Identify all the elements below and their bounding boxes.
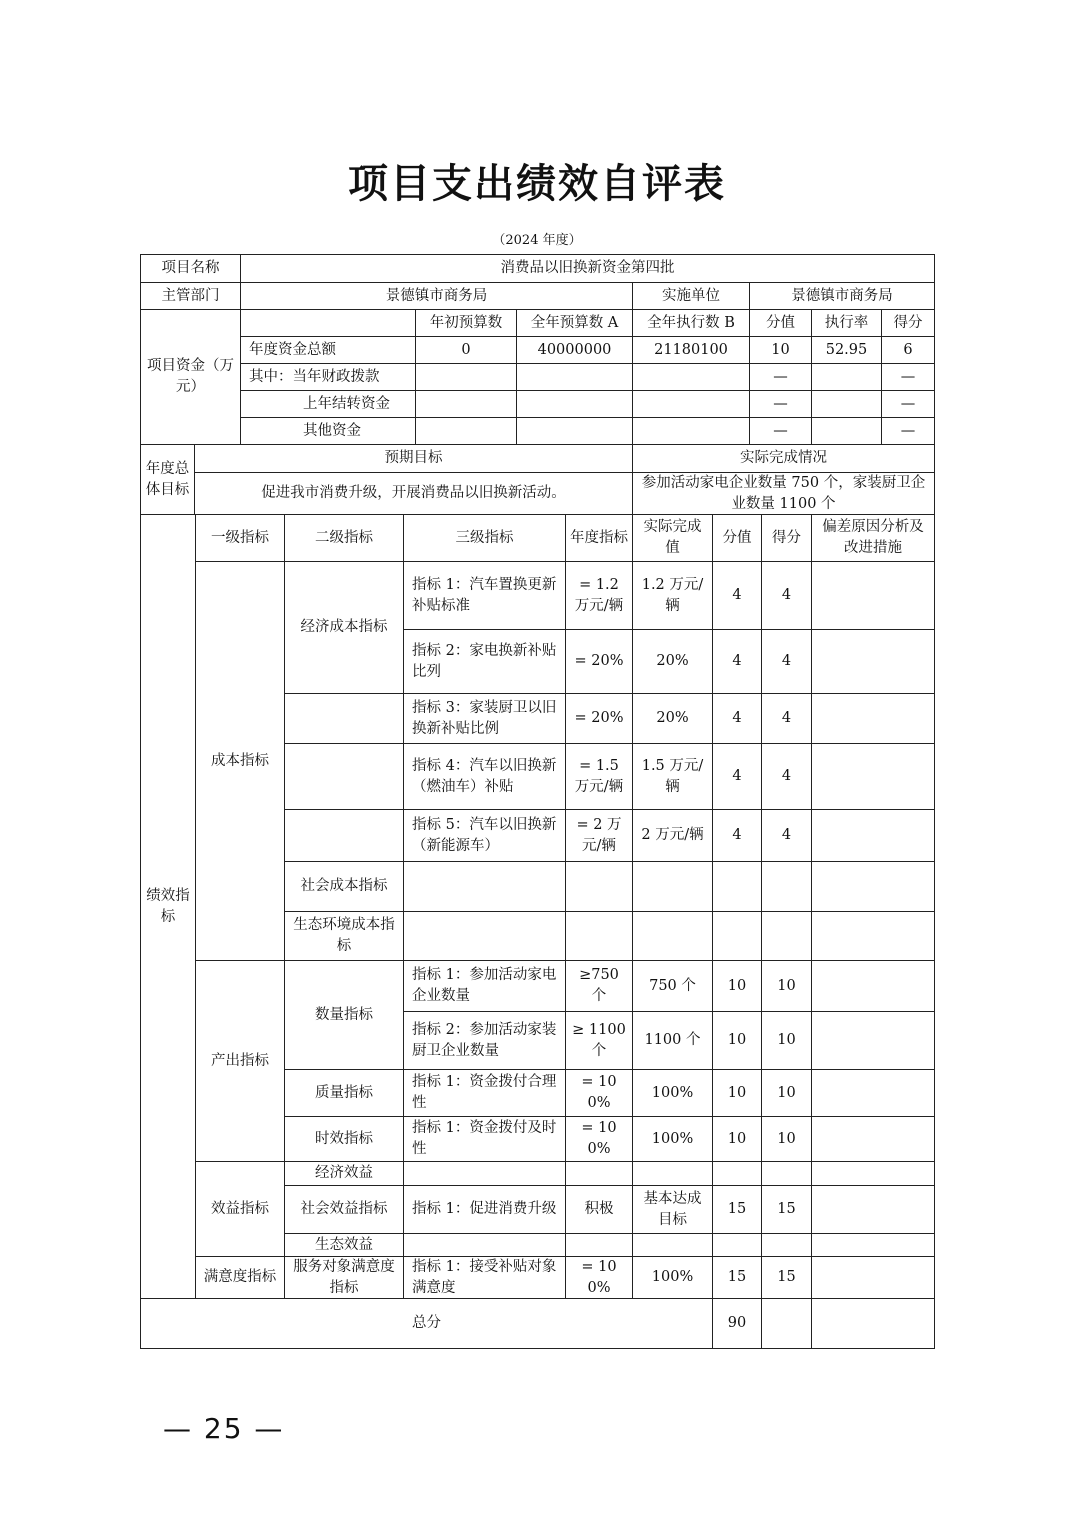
- goals-expected-label: [194, 444, 633, 473]
- level2-indicator: [284, 1233, 404, 1257]
- impl-value-text: 景德镇市商务局: [791, 287, 893, 304]
- indicator-cell: [403, 960, 566, 1012]
- indicator-cell: [565, 629, 633, 694]
- funds-cell: [881, 336, 935, 364]
- funds-cell-text: 上年结转资金: [303, 395, 390, 412]
- funds-cell-text: 40000000: [537, 341, 612, 358]
- level1-indicator-text: 产出指标: [211, 1052, 269, 1069]
- indicator-cell-text: 15: [777, 1201, 796, 1217]
- indicator-cell: [565, 1161, 633, 1186]
- goals-actual-label-text: 实际完成情况: [740, 450, 827, 466]
- indicator-cell: [761, 960, 812, 1012]
- goals-expected-value-text: 促进我市消费升级，开展消费品以旧换新活动。: [261, 485, 566, 501]
- indicator-cell-text: 指标 1：资金拨付合理性: [412, 1074, 557, 1111]
- level2-indicator-text: 数量指标: [315, 1006, 373, 1023]
- indicators-header: [712, 514, 762, 562]
- dept-label-text: 主管部门: [161, 287, 220, 304]
- indicator-cell: [712, 911, 762, 961]
- indicator-cell-text: 20%: [656, 653, 689, 669]
- funds-cell-text: —: [773, 422, 788, 439]
- indicator-cell-text: 15: [727, 1269, 747, 1285]
- indicator-cell: [403, 911, 566, 961]
- level1-indicator-text: 成本指标: [211, 752, 269, 769]
- indicators-header-text: 一级指标: [211, 529, 269, 546]
- indicator-cell: [811, 1185, 935, 1234]
- indicator-cell-text: 20%: [656, 710, 689, 726]
- total-blank: [811, 1298, 935, 1349]
- indicator-cell: [761, 1185, 812, 1234]
- indicator-cell: [712, 1069, 762, 1117]
- indicator-cell-text: 4: [781, 587, 792, 603]
- indicator-cell: [712, 960, 762, 1012]
- indicator-cell: [565, 1116, 633, 1162]
- funds-cell: [749, 336, 812, 364]
- indicator-cell: [761, 1116, 812, 1162]
- funds-cell-text: —: [900, 422, 916, 439]
- level2-indicator: [284, 809, 404, 862]
- level2-indicator-text: 服务对象满意度指标: [293, 1258, 395, 1296]
- indicator-cell: [632, 693, 713, 744]
- funds-cell-text: 6: [903, 341, 913, 358]
- indicator-cell: [632, 629, 713, 694]
- funds-header: [415, 309, 517, 337]
- funds-cell: [811, 336, 882, 364]
- level1-indicator: [195, 561, 285, 961]
- funds-cell-text: 其他资金: [303, 422, 361, 439]
- level2-indicator-text: 经济效益: [315, 1165, 373, 1181]
- year-label: （2024 年度）: [492, 233, 582, 248]
- indicator-cell: [761, 1069, 812, 1117]
- project-name-value-text: 消费品以旧换新资金第四批: [500, 260, 675, 276]
- indicator-cell: [712, 1256, 762, 1299]
- funds-cell: [632, 363, 750, 391]
- dept-label: [140, 282, 241, 310]
- funds-cell: [632, 336, 750, 364]
- funds-cell-text: 其中：当年财政拨款: [249, 368, 380, 385]
- indicator-cell: [565, 809, 633, 862]
- level2-indicator-text: 生态环境成本指标: [293, 917, 395, 954]
- level2-indicator: [284, 861, 404, 912]
- indicator-cell-text: 指标 3：家装厨卫以旧换新补贴比例: [412, 699, 557, 737]
- indicators-header-text: 三级指标: [455, 529, 514, 546]
- funds-header: [632, 309, 750, 337]
- indicator-cell-text: 10: [727, 1084, 747, 1101]
- indicator-cell-text: = 100%: [581, 1120, 617, 1157]
- funds-cell: [749, 363, 812, 391]
- indicator-cell: [761, 1161, 812, 1186]
- indicator-cell: [712, 861, 762, 912]
- funds-cell-text: 52.95: [825, 341, 868, 358]
- funds-cell: [516, 390, 633, 418]
- indicator-cell: [632, 1185, 713, 1234]
- level2-indicator-text: 质量指标: [315, 1084, 373, 1101]
- indicator-cell: [403, 1185, 566, 1234]
- level2-indicator: [284, 1256, 404, 1299]
- indicator-cell: [811, 1069, 935, 1117]
- indicator-cell-text: 4: [732, 768, 742, 784]
- indicator-cell-text: 100%: [651, 1269, 694, 1285]
- indicators-header: [403, 514, 566, 562]
- indicator-cell: [632, 1233, 713, 1257]
- page-title: 项目支出绩效自评表: [348, 160, 726, 207]
- project-name-label: [140, 254, 241, 283]
- indicator-cell: [712, 809, 762, 862]
- indicator-cell: [632, 1069, 713, 1117]
- funds-header: [240, 309, 416, 337]
- indicator-cell: [811, 1233, 935, 1257]
- indicator-cell-text: 基本达成目标: [643, 1190, 702, 1228]
- level2-indicator: [284, 561, 404, 694]
- indicator-cell: [632, 911, 713, 961]
- indicator-cell-text: 10: [777, 1130, 796, 1147]
- funds-header-text: 年初预算数: [429, 314, 503, 331]
- indicator-cell: [403, 561, 566, 630]
- indicator-cell: [403, 809, 566, 862]
- indicator-cell: [712, 1011, 762, 1070]
- funds-header-text: 分值: [766, 314, 795, 331]
- impl-value: [749, 282, 935, 310]
- level2-indicator: [284, 1069, 404, 1117]
- goals-label: [140, 444, 195, 515]
- indicator-cell: [761, 1233, 812, 1257]
- funds-header-text: 全年预算数 A: [530, 314, 619, 331]
- indicators-header: [195, 514, 285, 562]
- indicators-header: [811, 514, 935, 562]
- indicator-cell: [811, 1256, 935, 1299]
- indicator-cell: [811, 629, 935, 694]
- level2-indicator: [284, 693, 404, 744]
- indicators-label-text: 绩效指标: [146, 887, 190, 925]
- indicator-cell: [632, 861, 713, 912]
- indicator-cell: [565, 1011, 633, 1070]
- indicator-cell-text: 100%: [651, 1130, 694, 1147]
- indicator-cell-text: 1.5 万元/辆: [641, 757, 704, 795]
- indicator-cell: [403, 861, 566, 912]
- funds-cell: [240, 363, 416, 391]
- indicator-cell-text: 10: [777, 1032, 796, 1048]
- funds-label: [140, 309, 241, 445]
- funds-cell-text: —: [773, 395, 788, 412]
- indicator-cell-text: = 20%: [574, 710, 624, 726]
- indicator-cell: [632, 960, 713, 1012]
- funds-header: [881, 309, 935, 337]
- indicator-cell-text: 4: [732, 587, 742, 603]
- level2-indicator: [284, 960, 404, 1070]
- funds-cell: [415, 336, 517, 364]
- funds-cell: [516, 363, 633, 391]
- indicator-cell-text: 1.2 万元/辆: [641, 576, 704, 614]
- indicator-cell: [811, 693, 935, 744]
- level1-indicator: [195, 1161, 285, 1257]
- indicator-cell-text: ≥ 1100 个: [572, 1021, 626, 1059]
- indicator-cell-text: 指标 1：接受补贴对象满意度: [412, 1258, 557, 1296]
- indicator-cell: [403, 1256, 566, 1299]
- indicator-cell: [403, 1011, 566, 1070]
- indicator-cell: [761, 693, 812, 744]
- funds-cell: [415, 417, 517, 445]
- indicator-cell-text: 2 万元/辆: [641, 827, 704, 843]
- goals-actual-value-text: 参加活动家电企业数量 750 个，家装厨卫企业数量 1100 个: [641, 474, 926, 512]
- funds-cell: [516, 336, 633, 364]
- indicator-cell-text: = 20%: [574, 653, 624, 669]
- impl-label: [632, 282, 750, 310]
- indicator-cell: [403, 1069, 566, 1117]
- funds-cell-text: —: [773, 368, 788, 385]
- indicator-cell: [761, 561, 812, 630]
- indicator-cell: [403, 1161, 566, 1186]
- funds-cell: [632, 390, 750, 418]
- indicator-cell: [632, 1256, 713, 1299]
- indicator-cell: [811, 743, 935, 810]
- indicator-cell: [565, 743, 633, 810]
- indicators-header: [565, 514, 633, 562]
- indicator-cell-text: 4: [732, 827, 742, 843]
- indicator-cell-text: 指标 1：资金拨付及时性: [412, 1120, 557, 1157]
- indicator-cell-text: 10: [727, 1032, 747, 1048]
- indicator-cell-text: 指标 1：汽车置换更新补贴标准: [412, 576, 557, 614]
- funds-cell-text: 10: [771, 341, 790, 358]
- indicator-cell-text: 4: [732, 710, 742, 726]
- indicators-header: [284, 514, 404, 562]
- funds-header: [811, 309, 882, 337]
- indicator-cell-text: 4: [781, 768, 792, 784]
- goals-label-text: 年度总体目标: [145, 460, 190, 498]
- indicator-cell: [565, 960, 633, 1012]
- indicator-cell-text: = 2 万元/辆: [576, 816, 622, 854]
- indicator-cell-text: 指标 2：参加活动家装厨卫企业数量: [412, 1021, 557, 1059]
- indicator-cell-text: 15: [777, 1269, 796, 1285]
- indicator-cell: [712, 1233, 762, 1257]
- indicator-cell: [811, 1161, 935, 1186]
- funds-cell: [811, 390, 882, 418]
- funds-header-text: 全年执行数 B: [647, 314, 735, 331]
- indicator-cell-text: 指标 2：家电换新补贴比列: [412, 642, 557, 680]
- goals-expected-label-text: 预期目标: [384, 450, 443, 466]
- indicator-cell: [403, 693, 566, 744]
- page-number: — 25 —: [163, 1412, 285, 1445]
- indicator-cell-text: 积极: [584, 1201, 614, 1217]
- indicator-cell: [632, 743, 713, 810]
- indicator-cell-text: 1100 个: [644, 1032, 701, 1048]
- indicator-cell: [811, 960, 935, 1012]
- dept-value: [240, 282, 633, 310]
- dept-value-text: 景德镇市商务局: [385, 287, 488, 304]
- indicator-cell-text: 10: [727, 1130, 747, 1147]
- funds-cell: [749, 390, 812, 418]
- project-name-label-text: 项目名称: [161, 260, 220, 276]
- indicators-label: [140, 514, 196, 1299]
- indicator-cell-text: 4: [781, 653, 792, 669]
- indicator-cell: [565, 911, 633, 961]
- indicator-cell: [565, 561, 633, 630]
- funds-cell: [811, 417, 882, 445]
- indicator-cell-text: 10: [777, 977, 796, 994]
- level2-indicator: [284, 1185, 404, 1234]
- indicator-cell-text: = 100%: [581, 1074, 617, 1111]
- indicator-cell-text: 750 个: [649, 977, 696, 994]
- goals-expected-value: [194, 472, 633, 515]
- total-label: [140, 1298, 713, 1349]
- indicator-cell-text: 10: [727, 977, 747, 994]
- funds-header: [516, 309, 633, 337]
- level1-indicator-text: 满意度指标: [203, 1269, 277, 1285]
- level2-indicator: [284, 911, 404, 961]
- indicator-cell: [632, 809, 713, 862]
- indicator-cell-text: 指标 1：促进消费升级: [412, 1201, 557, 1217]
- goals-actual-label: [632, 444, 935, 473]
- indicator-cell: [811, 1011, 935, 1070]
- indicator-cell: [632, 1011, 713, 1070]
- level2-indicator-text: 社会效益指标: [300, 1201, 388, 1217]
- funds-cell-text: 0: [461, 341, 471, 358]
- level2-indicator-text: 生态效益: [315, 1236, 373, 1253]
- indicator-cell-text: 指标 4：汽车以旧换新（燃油车）补贴: [412, 757, 557, 795]
- indicator-cell: [761, 911, 812, 961]
- indicator-cell-text: 15: [727, 1201, 747, 1217]
- funds-cell: [415, 363, 517, 391]
- level1-indicator: [195, 960, 285, 1162]
- funds-cell-text: 年度资金总额: [249, 341, 336, 358]
- indicator-cell: [403, 629, 566, 694]
- indicator-cell: [712, 743, 762, 810]
- indicator-cell: [811, 561, 935, 630]
- indicator-cell: [712, 561, 762, 630]
- indicator-cell-text: 4: [781, 710, 792, 726]
- indicator-cell: [712, 629, 762, 694]
- indicator-cell-text: 指标 1：参加活动家电企业数量: [412, 967, 557, 1004]
- indicator-cell-text: ≥750 个: [579, 967, 619, 1004]
- funds-cell: [516, 417, 633, 445]
- indicators-header-text: 偏差原因分析及改进措施: [822, 519, 924, 556]
- indicator-cell: [811, 911, 935, 961]
- indicator-cell: [712, 1116, 762, 1162]
- funds-cell: [811, 363, 882, 391]
- indicator-cell: [811, 861, 935, 912]
- indicator-cell: [403, 1233, 566, 1257]
- indicator-cell-text: = 1.5 万元/辆: [574, 757, 624, 795]
- indicators-header-text: 实际完成值: [643, 519, 702, 556]
- indicator-cell: [761, 861, 812, 912]
- indicator-cell-text: 10: [777, 1084, 796, 1101]
- total-score: [712, 1298, 762, 1349]
- funds-cell-text: 21180100: [654, 341, 728, 358]
- indicators-header-text: 分值: [722, 529, 752, 546]
- level1-indicator: [195, 1256, 285, 1299]
- indicator-cell-text: 指标 5：汽车以旧换新（新能源车）: [412, 816, 557, 854]
- indicators-header-text: 得分: [772, 529, 801, 546]
- indicator-cell: [712, 1161, 762, 1186]
- impl-label-text: 实施单位: [662, 287, 720, 304]
- funds-cell: [881, 417, 935, 445]
- funds-cell: [632, 417, 750, 445]
- level2-indicator-text: 社会成本指标: [300, 878, 388, 894]
- funds-cell-text: —: [900, 368, 916, 385]
- indicator-cell: [565, 1233, 633, 1257]
- funds-cell: [749, 417, 812, 445]
- level2-indicator: [284, 1116, 404, 1162]
- indicator-cell: [712, 1185, 762, 1234]
- funds-header-text: 执行率: [824, 314, 869, 331]
- total-score-text: 90: [727, 1315, 747, 1331]
- indicators-header-text: 年度指标: [570, 529, 628, 546]
- indicators-header: [632, 514, 713, 562]
- indicator-cell-text: 4: [781, 827, 792, 843]
- goals-actual-value: [632, 472, 935, 515]
- level1-indicator-text: 效益指标: [211, 1200, 269, 1217]
- indicator-cell: [761, 809, 812, 862]
- funds-cell: [881, 390, 935, 418]
- indicator-cell: [761, 629, 812, 694]
- funds-header: [749, 309, 812, 337]
- funds-cell: [881, 363, 935, 391]
- indicator-cell-text: 100%: [651, 1084, 694, 1101]
- indicator-cell: [761, 1256, 812, 1299]
- level2-indicator: [284, 1161, 404, 1186]
- level2-indicator-text: 时效指标: [315, 1130, 373, 1147]
- indicator-cell-text: = 100%: [581, 1258, 617, 1296]
- funds-cell: [240, 417, 416, 445]
- funds-label-text: 项目资金（万元）: [147, 358, 234, 395]
- indicator-cell: [632, 1161, 713, 1186]
- indicator-cell: [403, 743, 566, 810]
- indicator-cell-text: = 1.2 万元/辆: [574, 576, 624, 614]
- indicator-cell: [565, 1069, 633, 1117]
- indicator-cell: [565, 861, 633, 912]
- indicator-cell: [565, 1256, 633, 1299]
- funds-header-text: 得分: [893, 314, 923, 331]
- total-label-text: 总分: [412, 1315, 441, 1331]
- funds-cell: [415, 390, 517, 418]
- indicator-cell: [811, 1116, 935, 1162]
- indicator-cell-text: 4: [732, 653, 742, 669]
- indicator-cell: [565, 1185, 633, 1234]
- indicator-cell: [632, 561, 713, 630]
- level2-indicator-text: 经济成本指标: [300, 619, 388, 635]
- funds-cell: [240, 336, 416, 364]
- indicator-cell: [761, 1011, 812, 1070]
- indicators-header: [761, 514, 812, 562]
- indicator-cell: [811, 809, 935, 862]
- indicator-cell: [761, 743, 812, 810]
- indicator-cell: [712, 693, 762, 744]
- indicators-header-text: 二级指标: [315, 529, 373, 546]
- indicator-cell: [403, 1116, 566, 1162]
- indicator-cell: [565, 693, 633, 744]
- indicator-cell: [632, 1116, 713, 1162]
- total-blank: [761, 1298, 812, 1349]
- level2-indicator: [284, 743, 404, 810]
- project-name-value: [240, 254, 935, 283]
- funds-cell: [240, 390, 416, 418]
- funds-cell-text: —: [900, 395, 916, 412]
